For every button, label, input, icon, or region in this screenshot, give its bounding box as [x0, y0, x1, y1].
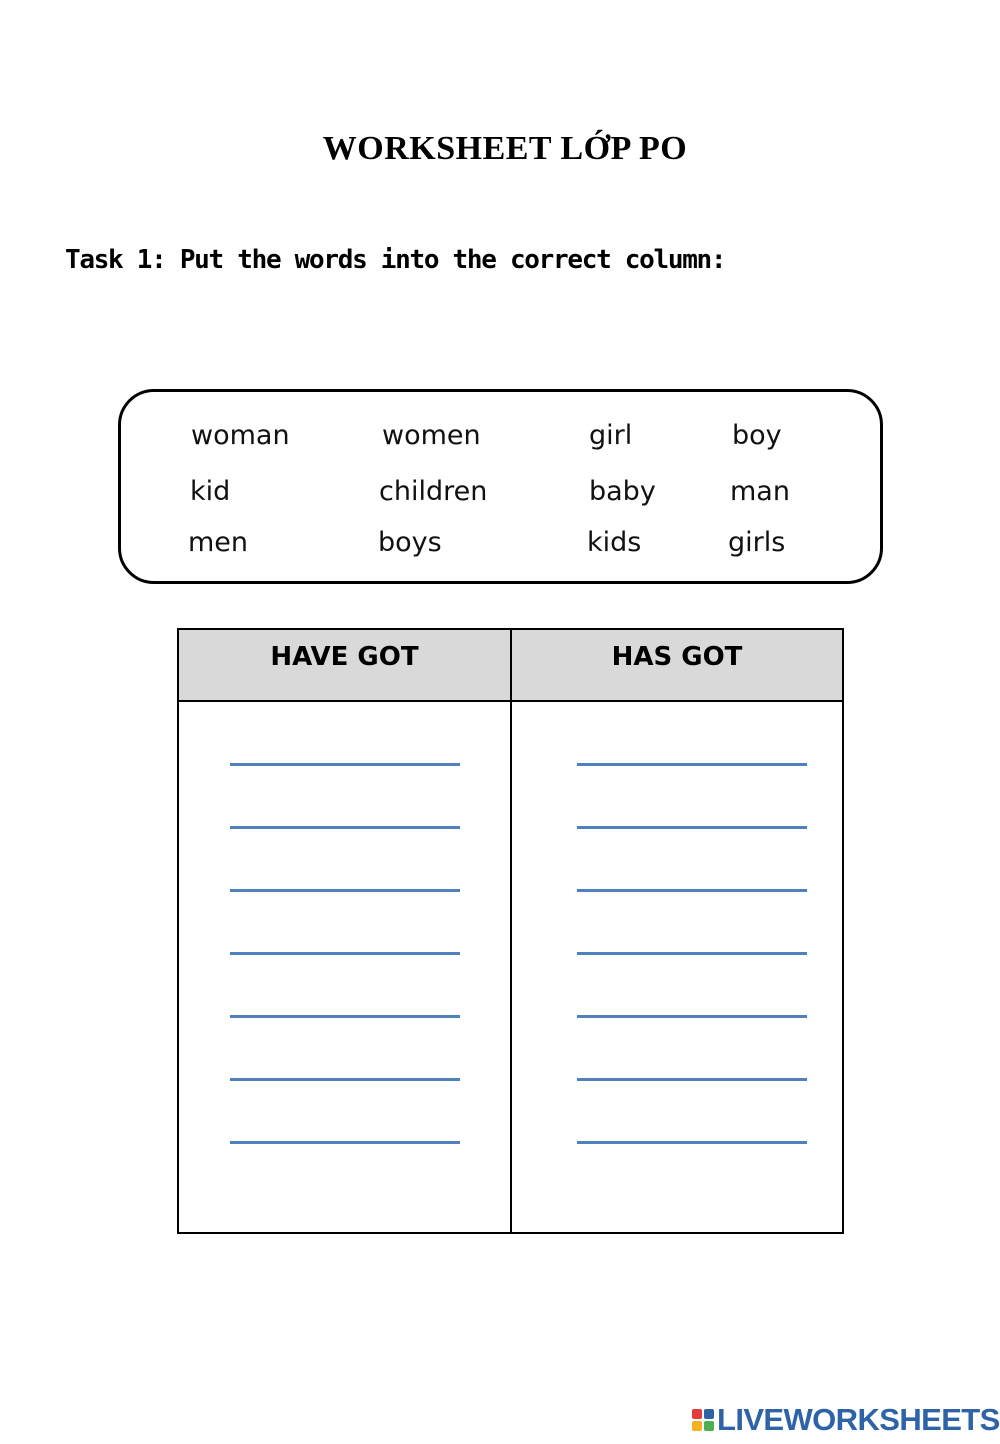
logo-square [692, 1421, 702, 1431]
column-divider [510, 630, 512, 1232]
liveworksheets-logo [692, 1403, 1000, 1437]
have-got-blank[interactable] [230, 952, 460, 955]
logo-square [704, 1409, 714, 1419]
word-bank-item[interactable]: girls [728, 527, 786, 558]
have-got-blank[interactable] [230, 1015, 460, 1018]
sorting-table [177, 628, 844, 1234]
have-got-blank[interactable] [230, 826, 460, 829]
has-got-blank[interactable] [577, 1141, 807, 1144]
task-instruction: Task 1: Put the words into the correct column: [65, 245, 726, 275]
has-got-blank[interactable] [577, 1078, 807, 1081]
column-header-have-got: HAVE GOT [179, 630, 510, 702]
word-bank-item[interactable]: boy [732, 420, 782, 451]
word-bank-item[interactable]: kids [587, 527, 642, 558]
word-bank-item[interactable]: man [730, 476, 790, 507]
logo-square [704, 1421, 714, 1431]
have-got-blank[interactable] [230, 1078, 460, 1081]
worksheet-title: WORKSHEET LỚP PO [322, 130, 688, 167]
have-got-blank[interactable] [230, 889, 460, 892]
word-bank-item[interactable]: kid [190, 476, 231, 507]
brand-name: LIVEWORKSHEETS [717, 1402, 1000, 1437]
logo-square [692, 1409, 702, 1419]
word-bank-item[interactable]: woman [191, 420, 290, 451]
word-bank-item[interactable]: men [188, 527, 249, 558]
has-got-blank[interactable] [577, 952, 807, 955]
has-got-blank[interactable] [577, 889, 807, 892]
has-got-blank[interactable] [577, 1015, 807, 1018]
word-bank [118, 389, 883, 584]
logo-icon [692, 1409, 714, 1431]
have-got-blank[interactable] [230, 763, 460, 766]
word-bank-item[interactable]: children [379, 476, 488, 507]
word-bank-item[interactable]: boys [378, 527, 442, 558]
column-header-has-got: HAS GOT [512, 630, 842, 702]
have-got-blank[interactable] [230, 1141, 460, 1144]
word-bank-item[interactable]: women [382, 420, 481, 451]
word-bank-item[interactable]: baby [589, 476, 656, 507]
word-bank-item[interactable]: girl [589, 420, 633, 451]
has-got-blank[interactable] [577, 826, 807, 829]
has-got-blank[interactable] [577, 763, 807, 766]
